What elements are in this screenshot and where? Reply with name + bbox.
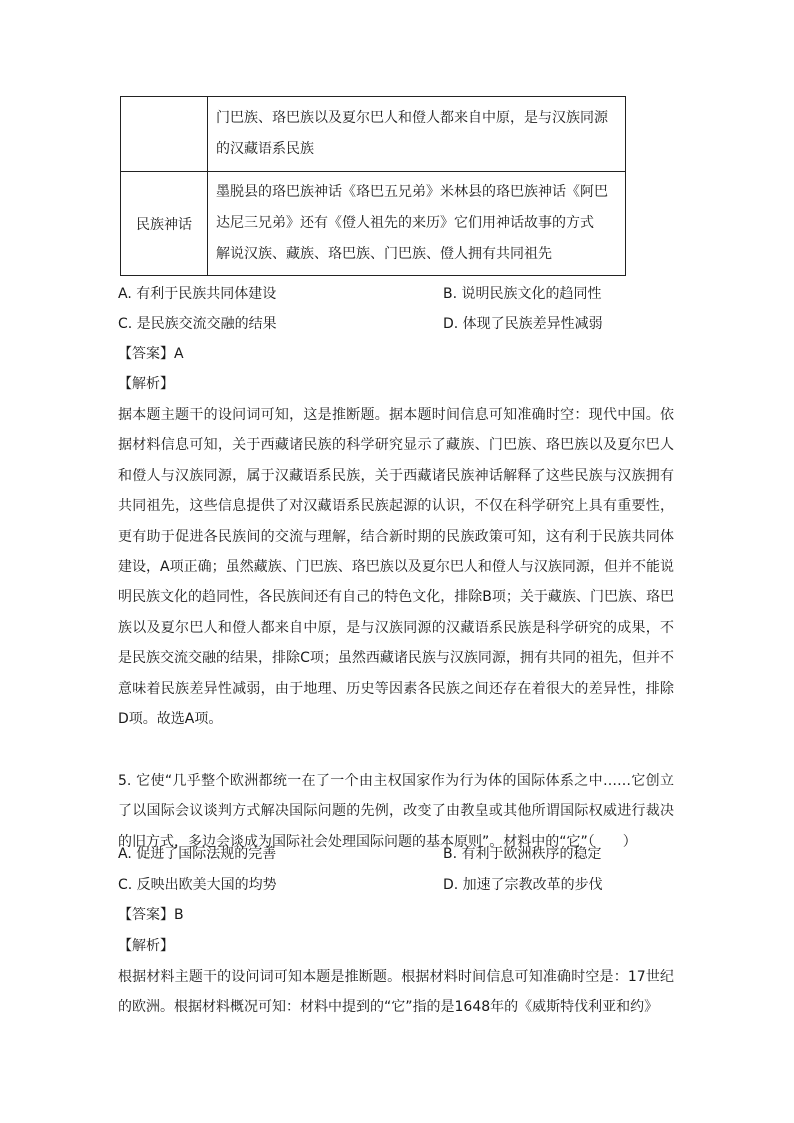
q4-option-a: A. 有利于民族共同体建设	[118, 286, 277, 302]
q5-analysis-label: 【解析】	[118, 938, 174, 954]
q5-option-b: B. 有利于欧洲秩序的稳定	[443, 846, 602, 862]
table-category-cell: 民族神话	[121, 172, 208, 276]
q5-option-c: C. 反映出欧美大国的均势	[118, 877, 277, 893]
q4-option-d: D. 体现了民族差异性减弱	[443, 316, 603, 332]
table-row	[121, 172, 626, 276]
table-line: 的汉藏语系民族	[216, 141, 314, 157]
table-content-cell	[208, 97, 626, 172]
table-line: 解说汉族、藏族、珞巴族、门巴族、僜人拥有共同祖先	[216, 246, 552, 262]
q5-stem: 5. 它使“几乎整个欧洲都统一在了一个由主权国家作为行为体的国际体系之中……它创立了以国际会议谈判方式解决国际问题的先例，改变了由教皇或其他所谓国际权威进行裁决的旧方式，多边会谈成为国际社会处理国际问题的基本原则”。材料中的“它”（ ）	[118, 773, 674, 850]
q4-option-c: C. 是民族交流交融的结果	[118, 316, 277, 332]
table-line: 达尼三兄弟》还有《僜人祖先的来历》它们用神话故事的方式	[216, 215, 594, 231]
q4-answer: 【答案】A	[118, 346, 184, 362]
q4-analysis-text: 据本题主题干的设问词可知，这是推断题。据本题时间信息可知准确时空：现代中国。依据材料信息可知，关于西藏诸民族的科学研究显示了藏族、门巴族、珞巴族以及夏尔巴人和僜人与汉族同源，属于汉藏语系民族，关于西藏诸民族神话解释了这些民族与汉族拥有共同祖先，这些信息提供了对汉藏语系民族起源的认识，不仅在科学研究上具有重要性，更有助于促进各民族间的交流与理解，结合新时期的民族政策可知，这有利于民族共同体建设，A项正确；虽然藏族、门巴族、珞巴族以及夏尔巴人和僜人与汉族同源，但并不能说明民族文化的趋同性，各民族间还有自己的特色文化，排除B项；关于藏族、门巴族、珞巴族以及夏尔巴人和僜人都来自中原，是与汉族同源的汉藏语系民族是科学研究的成果，不是民族交流交融的结果，排除C项；虽然西藏诸民族与汉族同源，拥有共同的祖先，但并不意味着民族差异性减弱，由于地理、历史等因素各民族之间还存在着很大的差异性，排除D项。故选A项。	[118, 407, 674, 728]
material-table	[120, 96, 626, 276]
q5-option-a: A. 促进了国际法规的完善	[118, 846, 277, 862]
q5-option-d: D. 加速了宗教改革的步伐	[443, 877, 603, 893]
table-content-cell	[208, 172, 626, 276]
q4-option-b: B. 说明民族文化的趋同性	[443, 286, 602, 302]
table-line: 门巴族、珞巴族以及夏尔巴人和僜人都来自中原，是与汉族同源	[216, 110, 608, 126]
q5-answer: 【答案】B	[118, 907, 184, 923]
table-row	[121, 97, 626, 172]
q5-analysis-text: 根据材料主题干的设问词可知本题是推断题。根据材料时间信息可知准确时空是：17世纪的欧洲。根据材料概况可知：材料中提到的“它”指的是1648年的《威斯特伐利亚和约》	[118, 969, 674, 1016]
table-category-cell	[121, 97, 208, 172]
q4-analysis-label: 【解析】	[118, 376, 174, 392]
table-line: 墨脱县的珞巴族神话《珞巴五兄弟》米林县的珞巴族神话《阿巴	[216, 184, 608, 200]
